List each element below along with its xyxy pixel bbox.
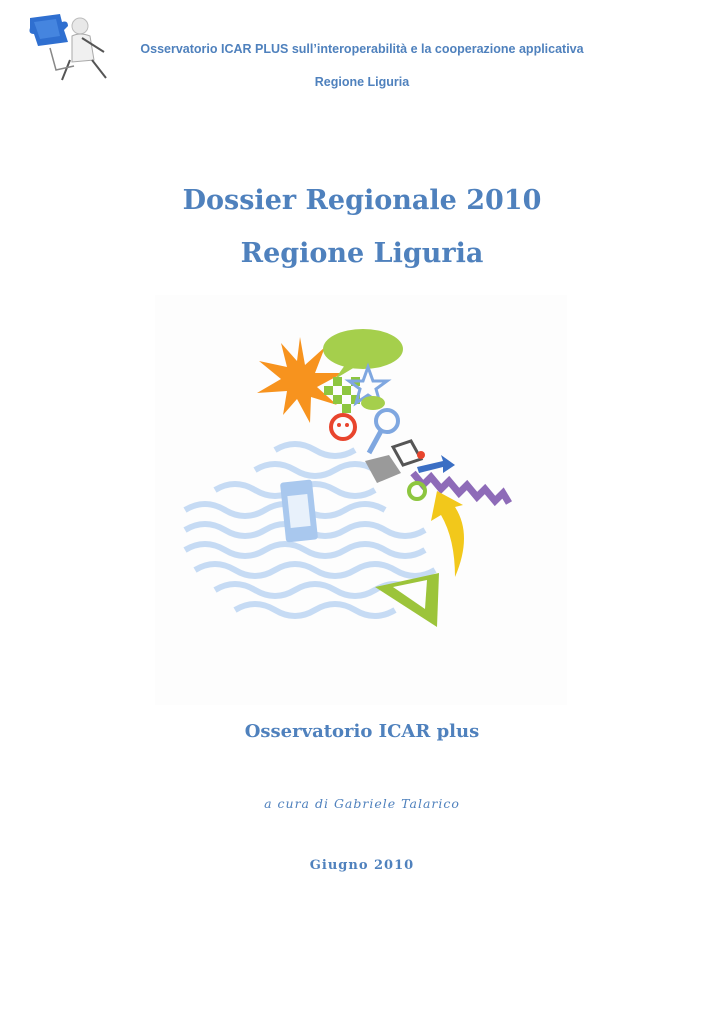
editor-credit: a cura di Gabriele Talarico: [264, 796, 460, 811]
cover-illustration: [155, 295, 567, 705]
document-title: Dossier Regionale 2010: [182, 185, 542, 216]
organization-name: Osservatorio ICAR plus: [244, 721, 480, 742]
document-subtitle-region: Regione Liguria: [240, 238, 484, 269]
header-line-1: Osservatorio ICAR PLUS sull’interoperabilità e la cooperazione applicativa: [140, 42, 584, 56]
header-line-2: Regione Liguria: [314, 75, 410, 89]
publication-date: Giugno 2010: [309, 858, 415, 873]
speech-bubble-shape: [323, 329, 403, 369]
